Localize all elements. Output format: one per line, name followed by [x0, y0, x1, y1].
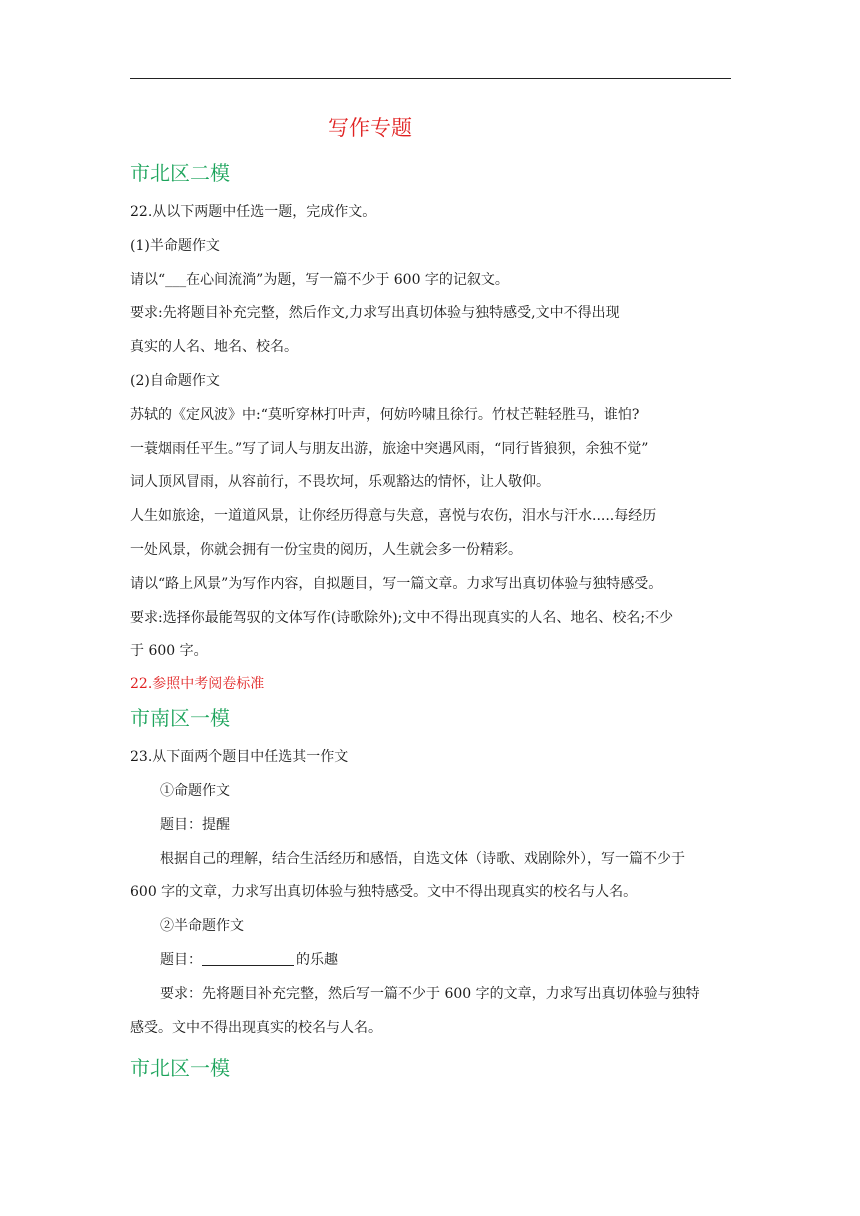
fill-in-blank [202, 951, 294, 966]
question-line: (2)自命题作文 [130, 372, 220, 389]
question-line: 请以“___在心间流淌”为题，写一篇不少于 600 字的记叙文。 [130, 271, 509, 288]
question-intro: 23.从下面两个题目中任选其一作文 [130, 749, 349, 766]
option-1-requirement: 600 字的文章，力求写出真切体验与独特感受。文中不得出现真实的校名与人名。 [130, 884, 638, 901]
option-2-requirement: 要求：先将题目补充完整，然后写一篇不少于 600 字的文章，力求写出真切体验与独特 [160, 985, 700, 1002]
page-title: 写作专题 [328, 116, 412, 140]
topic-prefix: 题目： [160, 951, 202, 968]
option-1-requirement: 根据自己的理解，结合生活经历和感悟，自选文体（诗歌、戏剧除外），写一篇不少于 [160, 850, 685, 867]
topic-suffix: 的乐趣 [296, 951, 338, 968]
question-line: 要求:选择你最能驾驭的文体写作(诗歌除外);文中不得出现真实的人名、地名、校名;不少 [130, 609, 674, 626]
header-rule [130, 78, 731, 79]
option-1-label: ①命题作文 [160, 782, 230, 799]
question-line: 一处风景，你就会拥有一份宝贵的阅历，人生就会多一份精彩。 [130, 541, 522, 558]
option-2-topic [130, 944, 735, 978]
answer-note: 22.参照中考阅卷标准 [130, 676, 265, 693]
question-line: 人生如旅途，一道道风景，让你经历得意与失意，喜悦与农伤，泪水与汗水.....每经历 [130, 508, 657, 525]
question-line: 一蓑烟雨任平生。”写了词人与朋友出游，旅途中突遇风雨，“同行皆狼狈，余独不觉” [130, 440, 649, 457]
question-line: 要求:先将题目补充完整，然后作文,力求写出真切体验与独特感受,文中不得出现 [130, 305, 620, 322]
option-2-requirement: 感受。文中不得出现真实的校名与人名。 [130, 1019, 382, 1036]
question-line: 苏轼的《定风波》中:“莫听穿林打叶声，何妨吟啸且徐行。竹杖芒鞋轻胜马，谁怕? [130, 406, 640, 423]
option-2-label: ②半命题作文 [160, 918, 244, 935]
section-heading-shibei-2: 市北区二模 [130, 161, 230, 185]
document-body [130, 112, 735, 1091]
question-line: 请以“路上风景”为写作内容，自拟题目，写一篇文章。力求写出真切体验与独特感受。 [130, 575, 663, 592]
section-heading-shinan-1: 市南区一模 [130, 706, 230, 731]
question-line: (1)半命题作文 [130, 237, 220, 254]
question-line: 词人顶风冒雨，从容前行，不畏坎坷，乐观豁达的情怀，让人敬仰。 [130, 474, 550, 491]
option-1-topic: 题目：提醒 [160, 816, 230, 833]
section-heading-shibei-1: 市北区一模 [130, 1056, 230, 1081]
question-line: 22.从以下两题中任选一题，完成作文。 [130, 204, 377, 220]
question-line: 于 600 字。 [130, 643, 208, 660]
question-line: 真实的人名、地名、校名。 [130, 339, 298, 356]
